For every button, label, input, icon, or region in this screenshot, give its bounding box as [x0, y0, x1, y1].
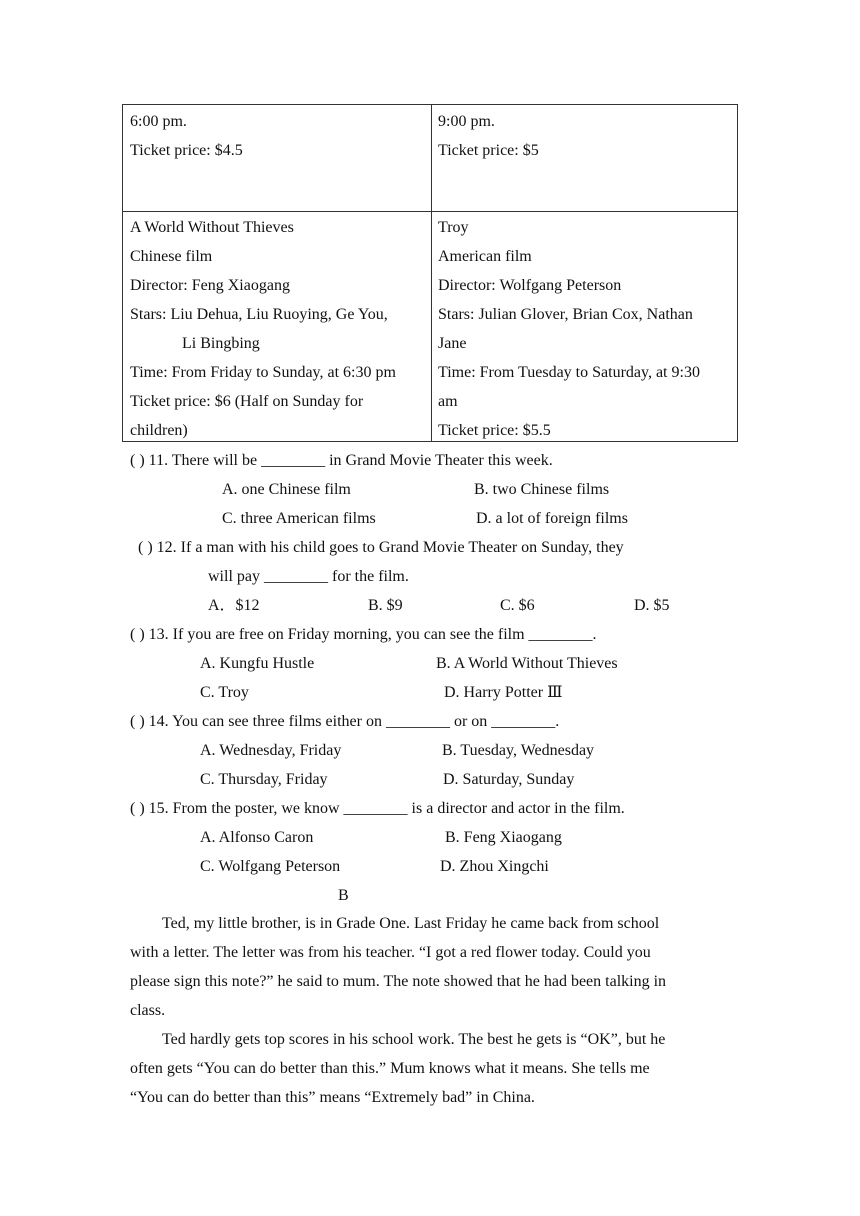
question-11-option-b: B. two Chinese films [474, 481, 610, 498]
table-cell-text: Stars: Julian Glover, Brian Cox, Nathan [438, 306, 693, 323]
question-14-option-d: D. Saturday, Sunday [443, 771, 575, 788]
table-cell-text: Li Bingbing [182, 335, 260, 352]
question-13-option-d: D. Harry Potter Ⅲ [444, 684, 563, 701]
question-11-option-d: D. a lot of foreign films [476, 510, 628, 527]
table-row-divider [123, 211, 737, 212]
table-cell-text: A World Without Thieves [130, 219, 294, 236]
question-12-stem-cont: will pay ________ for the film. [208, 568, 409, 585]
passage-line: Ted, my little brother, is in Grade One. Last Friday he came back from school [162, 915, 660, 932]
table-cell-text: Chinese film [130, 248, 213, 265]
question-12-option-a: A．$12 [208, 597, 260, 614]
question-15-option-a: A. Alfonso Caron [200, 829, 314, 846]
question-15-option-c: C. Wolfgang Peterson [200, 858, 341, 875]
question-13-option-b: B. A World Without Thieves [436, 655, 618, 672]
table-cell-text: Troy [438, 219, 469, 236]
table-cell-text: am [438, 393, 458, 410]
question-12-option-b: B. $9 [368, 597, 403, 614]
table-cell-text: Ticket price: $5 [438, 142, 539, 159]
question-15-stem: ( ) 15. From the poster, we know ________ is a director and actor in the film. [130, 800, 625, 817]
table-cell-text: children) [130, 422, 188, 439]
table-cell-text: 6:00 pm. [130, 113, 187, 130]
passage-line: with a letter. The letter was from his teacher. “I got a red flower today. Could you [130, 944, 651, 961]
table-cell-text: Jane [438, 335, 467, 352]
passage-line: class. [130, 1002, 166, 1019]
question-11-option-a: A. one Chinese film [222, 481, 351, 498]
section-heading: B [338, 887, 349, 904]
question-15-option-d: D. Zhou Xingchi [440, 858, 549, 875]
table-cell-text: Time: From Tuesday to Saturday, at 9:30 [438, 364, 700, 381]
table-cell-text: Ticket price: $5.5 [438, 422, 551, 439]
table-cell-text: Director: Wolfgang Peterson [438, 277, 622, 294]
question-12-stem: ( ) 12. If a man with his child goes to Grand Movie Theater on Sunday, they [138, 539, 624, 556]
passage-line: “You can do better than this” means “Extremely bad” in China. [130, 1089, 535, 1106]
table-cell-text: Director: Feng Xiaogang [130, 277, 290, 294]
question-14-option-b: B. Tuesday, Wednesday [442, 742, 595, 759]
question-11-option-c: C. three American films [222, 510, 376, 527]
question-14-option-c: C. Thursday, Friday [200, 771, 328, 788]
question-13-option-c: C. Troy [200, 684, 249, 701]
question-13-option-a: A. Kungfu Hustle [200, 655, 315, 672]
passage-line: often gets “You can do better than this.” Mum knows what it means. She tells me [130, 1060, 650, 1077]
question-13-stem: ( ) 13. If you are free on Friday morning, you can see the film ________. [130, 626, 597, 643]
table-cell-text: Stars: Liu Dehua, Liu Ruoying, Ge You, [130, 306, 388, 323]
question-12-option-d: D. $5 [634, 597, 670, 614]
table-column-divider [431, 105, 432, 441]
question-14-stem: ( ) 14. You can see three films either on ________ or on ________. [130, 713, 560, 730]
passage-line: Ted hardly gets top scores in his school work. The best he gets is “OK”, but he [162, 1031, 666, 1048]
question-12-option-c: C. $6 [500, 597, 535, 614]
table-cell-text: Ticket price: $6 (Half on Sunday for [130, 393, 364, 410]
table-cell-text: Time: From Friday to Sunday, at 6:30 pm [130, 364, 396, 381]
table-cell-text: 9:00 pm. [438, 113, 495, 130]
table-cell-text: Ticket price: $4.5 [130, 142, 243, 159]
question-14-option-a: A. Wednesday, Friday [200, 742, 342, 759]
passage-line: please sign this note?” he said to mum. The note showed that he had been talking in [130, 973, 667, 990]
question-11-stem: ( ) 11. There will be ________ in Grand Movie Theater this week. [130, 452, 553, 469]
table-cell-text: American film [438, 248, 532, 265]
question-15-option-b: B. Feng Xiaogang [445, 829, 562, 846]
